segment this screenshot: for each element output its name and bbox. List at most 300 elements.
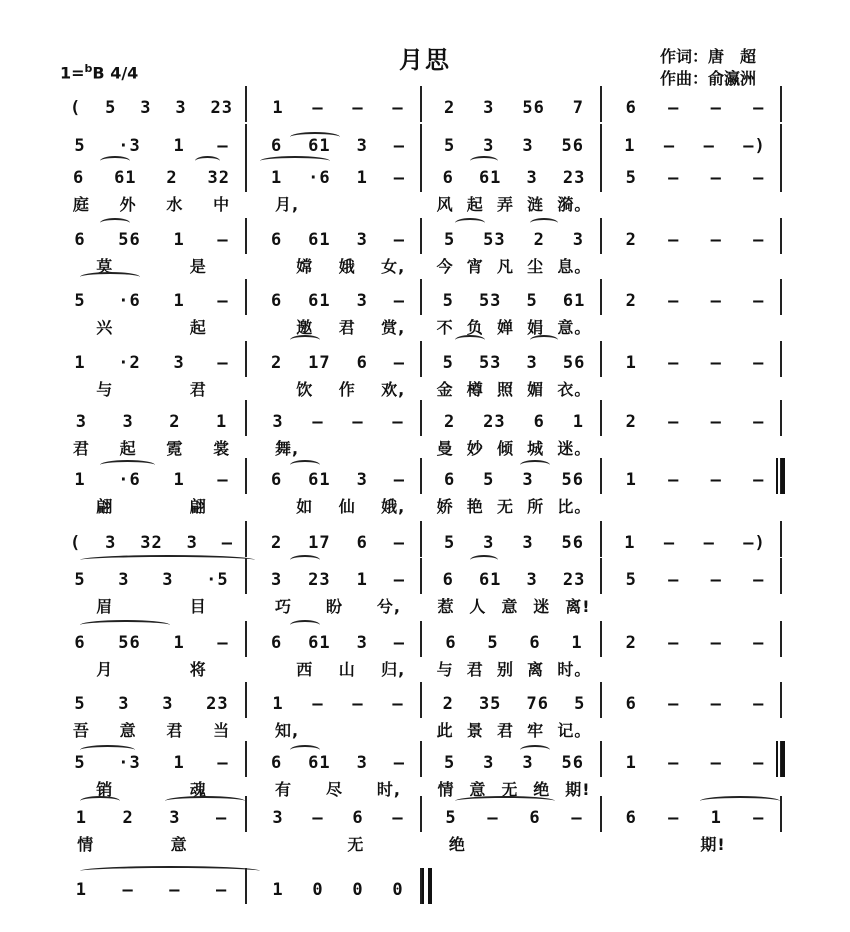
note: 6 xyxy=(270,230,283,250)
note: — xyxy=(668,633,680,653)
note: — xyxy=(392,808,404,828)
lyric-syllable: 西 xyxy=(296,659,314,679)
lyric-syllable: 艳 xyxy=(466,496,484,516)
measure xyxy=(258,90,418,118)
measure xyxy=(610,404,780,432)
note: 6 xyxy=(442,168,454,188)
barline xyxy=(780,796,782,832)
lyric-measure xyxy=(258,777,418,799)
lyric-syllable: 息。 xyxy=(557,256,592,276)
lyric-measure xyxy=(258,718,418,740)
lyric-syllable: 无 xyxy=(496,496,514,516)
slur xyxy=(100,156,130,166)
note: 32 xyxy=(140,533,163,553)
note: — xyxy=(217,353,229,373)
measure xyxy=(430,345,598,373)
slur xyxy=(165,796,245,806)
note: 3 xyxy=(140,98,152,118)
note: 0 xyxy=(392,880,404,900)
slur xyxy=(80,555,255,565)
lyric-syllable: 倾 xyxy=(496,438,514,458)
note: 3 xyxy=(105,533,117,553)
note: 1 xyxy=(272,694,284,714)
note: — xyxy=(217,753,229,773)
note: 6 xyxy=(529,633,541,653)
lyric-measure xyxy=(58,315,245,337)
measure xyxy=(610,90,780,118)
lyric-syllable: 媚 xyxy=(527,379,545,399)
barline xyxy=(600,279,602,315)
lyric-syllable: 漪。 xyxy=(557,194,592,214)
note: 2 xyxy=(270,353,283,373)
lyric-measure xyxy=(258,377,418,399)
note: 23 xyxy=(483,412,506,432)
note: 5 xyxy=(74,753,86,773)
note: 1 xyxy=(173,291,185,311)
slur xyxy=(290,460,320,470)
barline xyxy=(245,156,247,192)
measure xyxy=(58,525,245,553)
measure xyxy=(430,525,598,553)
note: — xyxy=(393,230,406,250)
note: 1 xyxy=(74,470,86,490)
note: 5 xyxy=(483,470,495,490)
note: 5 xyxy=(443,533,456,553)
note: — xyxy=(710,633,722,653)
note: ·3 xyxy=(118,753,141,773)
note: 5 xyxy=(445,808,457,828)
note: — xyxy=(668,230,680,250)
note: 6 xyxy=(445,633,457,653)
lyrics-line xyxy=(0,594,850,616)
lyric-syllable: 与 xyxy=(96,379,114,399)
measure xyxy=(610,222,780,250)
note: 3 xyxy=(572,230,585,250)
note: 1 xyxy=(624,533,636,553)
lyric-syllable: 当 xyxy=(213,720,231,740)
note: 5 xyxy=(442,353,454,373)
measure xyxy=(58,872,245,900)
note: 1 xyxy=(272,880,284,900)
lyric-syllable: 风 xyxy=(436,194,454,214)
note: — xyxy=(668,168,680,188)
lyric-syllable: 月 xyxy=(96,659,114,679)
measure xyxy=(610,283,780,311)
note: — xyxy=(392,412,404,432)
lyric-syllable: 衣。 xyxy=(557,379,592,399)
barline xyxy=(600,741,602,777)
measure xyxy=(610,128,780,156)
lyric-syllable: 牢 xyxy=(527,720,545,740)
lyric-syllable: 巧 xyxy=(274,596,292,616)
note: 5 xyxy=(105,98,117,118)
barline xyxy=(245,341,247,377)
slur xyxy=(455,218,485,228)
note: 61 xyxy=(308,230,331,250)
barline xyxy=(780,521,782,557)
lyric-syllable: 山 xyxy=(338,659,356,679)
barline xyxy=(420,341,422,377)
note: 6 xyxy=(442,570,454,590)
note: 2 xyxy=(122,808,134,828)
note: 3 xyxy=(526,353,538,373)
lyric-measure xyxy=(430,594,598,616)
note: ·2 xyxy=(118,353,141,373)
lyricist-credit: 作词：唐 超 xyxy=(660,47,757,66)
note: 3 xyxy=(118,694,130,714)
lyric-syllable: 婵 xyxy=(496,317,514,337)
lyric-syllable: 如 xyxy=(296,496,314,516)
note: 32 xyxy=(207,168,231,188)
lyric-syllable: 意 xyxy=(469,779,487,799)
lyric-syllable: 庭 xyxy=(72,194,90,214)
note: 6 xyxy=(270,291,283,311)
slur xyxy=(80,620,170,630)
score-row xyxy=(0,404,850,464)
lyric-syllable: 翩 xyxy=(189,496,207,516)
barline xyxy=(245,796,247,832)
lyric-syllable: 金 xyxy=(436,379,454,399)
note: — xyxy=(216,880,228,900)
note: 6 xyxy=(533,412,545,432)
note: 1 xyxy=(272,98,284,118)
slur xyxy=(290,132,340,142)
lyric-syllable: 霓 xyxy=(166,438,184,458)
note: 5 xyxy=(526,291,538,311)
note: — xyxy=(216,808,228,828)
note: 1 xyxy=(625,353,637,373)
note: 23 xyxy=(210,98,233,118)
lyric-syllable: 惹 xyxy=(437,596,455,616)
lyric-syllable: 仙 xyxy=(338,496,356,516)
note: — xyxy=(710,291,722,311)
note: 2 xyxy=(625,633,637,653)
lyric-syllable: 樽 xyxy=(466,379,484,399)
barline xyxy=(420,621,422,657)
lyric-measure xyxy=(430,832,598,854)
note: 56 xyxy=(118,230,141,250)
barline xyxy=(420,218,422,254)
note: — xyxy=(393,168,406,188)
lyric-syllable: 娟 xyxy=(527,317,545,337)
note: — xyxy=(668,412,680,432)
lyric-syllable: 绝 xyxy=(533,779,551,799)
note: 2 xyxy=(169,412,181,432)
lyric-syllable: 舞, xyxy=(274,438,300,458)
note: — xyxy=(710,412,722,432)
note: — xyxy=(663,136,676,156)
measure xyxy=(430,745,598,773)
note: 3 xyxy=(356,633,368,653)
note: — xyxy=(392,694,404,714)
note: 56 xyxy=(561,136,585,156)
note: 2 xyxy=(625,230,637,250)
note: 53 xyxy=(478,353,502,373)
flat-sign: b xyxy=(84,62,93,75)
note: — xyxy=(393,470,406,490)
note: 0 xyxy=(312,880,324,900)
lyric-syllable: 水 xyxy=(166,194,184,214)
note: — xyxy=(393,353,406,373)
slur xyxy=(195,156,220,166)
note: 23 xyxy=(308,570,331,590)
slur xyxy=(290,555,320,565)
lyric-syllable: 弄 xyxy=(496,194,514,214)
measure xyxy=(610,462,780,490)
measure xyxy=(430,283,598,311)
note: — xyxy=(753,694,765,714)
note: 3 xyxy=(483,98,495,118)
note: 3 xyxy=(526,168,538,188)
slur xyxy=(470,156,498,166)
note: — xyxy=(217,291,229,311)
note: — xyxy=(352,98,364,118)
note: — xyxy=(753,808,765,828)
lyrics-line xyxy=(0,377,850,399)
barline xyxy=(780,86,782,122)
note: 17 xyxy=(308,533,331,553)
lyric-syllable: 君 xyxy=(466,659,484,679)
note: — xyxy=(753,98,765,118)
note: — xyxy=(668,570,680,590)
note: — xyxy=(393,533,406,553)
lyric-syllable: 娥 xyxy=(338,256,356,276)
lyric-syllable: 尘 xyxy=(527,256,545,276)
measure xyxy=(58,345,245,373)
lyric-syllable: 有 xyxy=(274,779,292,799)
score-row xyxy=(0,283,850,343)
lyric-measure xyxy=(58,254,245,276)
note: — xyxy=(668,353,680,373)
barline xyxy=(420,521,422,557)
note: — xyxy=(668,470,680,490)
score-row xyxy=(0,800,850,860)
lyric-syllable: 眉 xyxy=(96,596,114,616)
lyric-syllable: 与 xyxy=(436,659,454,679)
lyric-syllable: 君 xyxy=(72,438,90,458)
lyric-syllable: 曼 xyxy=(436,438,454,458)
note: — xyxy=(312,694,324,714)
lyric-syllable: 别 xyxy=(496,659,514,679)
lyric-measure xyxy=(258,315,418,337)
barline xyxy=(420,279,422,315)
note: 5 xyxy=(74,291,86,311)
barline xyxy=(420,458,422,494)
note: — xyxy=(122,880,134,900)
note: — xyxy=(312,412,324,432)
notation-line xyxy=(0,872,850,900)
note: 3 xyxy=(522,533,534,553)
lyric-syllable: 此 xyxy=(436,720,454,740)
note: — xyxy=(753,570,765,590)
note: 3 xyxy=(526,570,538,590)
note: 3 xyxy=(173,353,185,373)
lyric-measure xyxy=(430,718,598,740)
lyric-measure xyxy=(58,718,245,740)
note: 2 xyxy=(533,230,545,250)
measure xyxy=(430,625,598,653)
note: 3 xyxy=(356,291,368,311)
note: 3 xyxy=(522,753,534,773)
note: 2 xyxy=(166,168,178,188)
measure xyxy=(58,562,245,590)
note: 2 xyxy=(270,533,283,553)
barline xyxy=(245,682,247,718)
note: — xyxy=(753,753,765,773)
lyrics-line xyxy=(0,436,850,458)
note: 1 xyxy=(356,168,368,188)
note: — xyxy=(312,808,324,828)
slur xyxy=(80,866,260,876)
note: 3 xyxy=(483,753,495,773)
lyric-syllable: 意 xyxy=(501,596,519,616)
lyric-measure xyxy=(58,832,245,854)
slur xyxy=(455,796,555,806)
lyric-measure xyxy=(430,436,598,458)
barline xyxy=(245,279,247,315)
note: 6 xyxy=(625,808,637,828)
note: 61 xyxy=(308,753,331,773)
note: 3 xyxy=(118,570,130,590)
notation-line xyxy=(0,562,850,590)
lyric-syllable: 君 xyxy=(189,379,207,399)
note: 6 xyxy=(625,98,637,118)
lyric-syllable: 离! xyxy=(565,596,591,616)
note: 6 xyxy=(352,808,364,828)
final-barline-thick xyxy=(428,868,432,904)
lyric-measure xyxy=(58,192,245,214)
key-suffix: B 4/4 xyxy=(92,63,139,83)
lyric-measure xyxy=(258,494,418,516)
score-row xyxy=(0,872,850,932)
notation-line xyxy=(0,686,850,714)
lyric-syllable: 无 xyxy=(347,834,365,854)
slur xyxy=(80,272,140,282)
lyric-syllable: 中 xyxy=(213,194,231,214)
note: 5 xyxy=(443,136,456,156)
lyric-syllable: 离 xyxy=(527,659,545,679)
lyric-syllable: 月, xyxy=(274,194,300,214)
note: 1 xyxy=(216,412,228,432)
lyric-measure xyxy=(258,594,418,616)
barline xyxy=(600,124,602,160)
note: ·5 xyxy=(206,570,229,590)
note: 3 xyxy=(356,470,368,490)
note: 3 xyxy=(270,570,283,590)
note: 61 xyxy=(308,470,331,490)
note: — xyxy=(393,136,406,156)
final-barline-thin xyxy=(422,868,424,904)
note: — xyxy=(668,753,680,773)
note: — xyxy=(571,808,583,828)
lyric-measure xyxy=(430,377,598,399)
note: 56 xyxy=(561,533,585,553)
note: 23 xyxy=(562,570,586,590)
lyric-syllable: 期! xyxy=(700,834,726,854)
measure xyxy=(58,222,245,250)
lyric-syllable: 盼 xyxy=(325,596,343,616)
lyric-syllable: 今 xyxy=(436,256,454,276)
note: 56 xyxy=(561,470,585,490)
note: 2 xyxy=(625,412,637,432)
note: 61 xyxy=(308,136,331,156)
note: — xyxy=(710,230,722,250)
note: — xyxy=(703,136,715,156)
note: 3 xyxy=(169,808,181,828)
lyric-measure xyxy=(430,494,598,516)
barline xyxy=(420,558,422,594)
note: 6 xyxy=(625,694,637,714)
lyrics-line xyxy=(0,718,850,740)
measure xyxy=(610,686,780,714)
note: 56 xyxy=(562,353,586,373)
note: 1 xyxy=(572,412,585,432)
slur xyxy=(80,745,135,755)
measure xyxy=(258,404,418,432)
measure xyxy=(258,872,418,900)
note: — xyxy=(217,470,229,490)
barline xyxy=(245,124,247,160)
barline xyxy=(780,279,782,315)
score-row xyxy=(0,160,850,220)
slur xyxy=(100,460,155,470)
slur xyxy=(520,460,550,470)
measure xyxy=(258,222,418,250)
lyric-syllable: 君 xyxy=(496,720,514,740)
lyric-syllable: 邀 xyxy=(296,317,314,337)
lyric-syllable: 情 xyxy=(437,779,455,799)
note: 61 xyxy=(308,633,331,653)
barline xyxy=(420,86,422,122)
note: 2 xyxy=(442,694,454,714)
note: 1 xyxy=(173,136,185,156)
lyric-syllable: 记。 xyxy=(557,720,592,740)
lyric-measure xyxy=(58,657,245,679)
score-row xyxy=(0,686,850,746)
slur xyxy=(520,745,550,755)
lyric-syllable: 是 xyxy=(189,256,207,276)
slur xyxy=(455,335,485,345)
measure xyxy=(258,745,418,773)
note: 6 xyxy=(270,136,283,156)
note: 56 xyxy=(522,98,545,118)
lyrics-line xyxy=(0,494,850,516)
note: ( xyxy=(69,98,82,118)
lyric-syllable: 兮, xyxy=(376,596,401,616)
measure xyxy=(430,404,598,432)
measure xyxy=(258,128,418,156)
barline xyxy=(245,741,247,777)
lyric-syllable: 君 xyxy=(338,317,356,337)
slur xyxy=(290,335,320,345)
lyric-syllable: 绝 xyxy=(448,834,466,854)
note: 23 xyxy=(562,168,586,188)
lyric-syllable: 销 xyxy=(96,779,114,799)
lyric-syllable: 饮 xyxy=(296,379,314,399)
note: ·6 xyxy=(118,470,141,490)
note: 3 xyxy=(522,470,534,490)
note: 6 xyxy=(356,533,368,553)
lyric-measure xyxy=(430,254,598,276)
lyric-syllable: 尽 xyxy=(325,779,343,799)
measure xyxy=(258,283,418,311)
measure xyxy=(430,128,598,156)
note: 7 xyxy=(572,98,585,118)
lyric-syllable: 女, xyxy=(381,256,406,276)
lyric-syllable: 知, xyxy=(274,720,300,740)
lyric-syllable: 嫦 xyxy=(296,256,314,276)
lyric-syllable: 凡 xyxy=(496,256,514,276)
